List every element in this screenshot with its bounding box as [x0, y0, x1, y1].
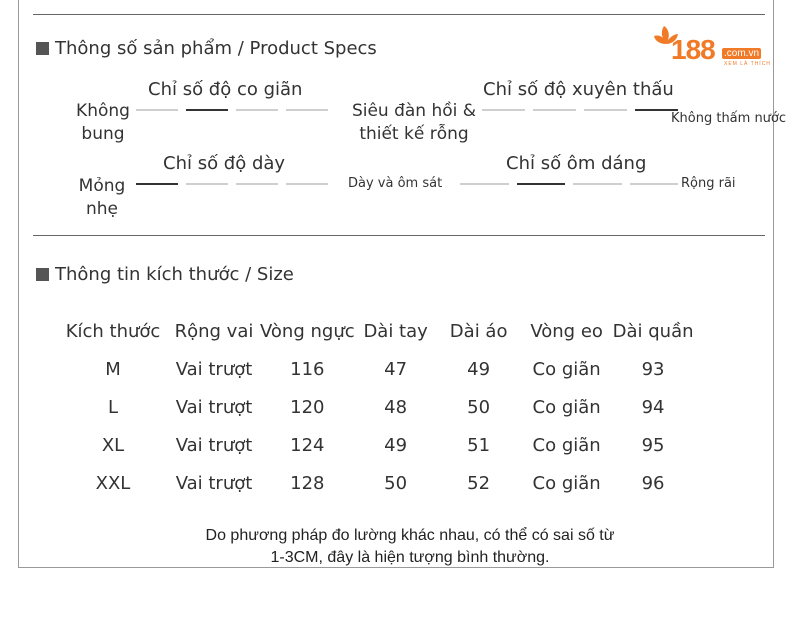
col-header: Dài tay: [363, 320, 428, 342]
size-title: Thông tin kích thước / Size: [36, 264, 294, 285]
scale-segment: [186, 183, 228, 185]
square-bullet-icon: [36, 268, 49, 281]
scale-segment: [630, 183, 679, 185]
table-cell: 49: [467, 358, 491, 380]
col-header: Vòng eo: [530, 320, 603, 342]
sheer-index-title: Chỉ số độ xuyên thấu: [483, 79, 674, 100]
stretch-scale: [136, 108, 328, 111]
col-header: Kích thước: [65, 320, 161, 342]
scale-segment: [236, 109, 278, 111]
table-cell: 95: [641, 434, 665, 456]
table-cell: L: [107, 396, 119, 418]
table-cell: 94: [641, 396, 665, 418]
table-cell: 128: [290, 472, 325, 494]
table-cell: Co giãn: [532, 396, 601, 418]
table-cell: 96: [641, 472, 665, 494]
brand-logo: [652, 22, 772, 72]
table-cell: XL: [101, 434, 125, 456]
scale-segment: [573, 183, 622, 185]
sheer-left-label: Siêu đàn hồi & thiết kế rỗng: [351, 101, 477, 144]
table-cell: Vai trượt: [175, 472, 253, 494]
specs-title: Thông số sản phẩm / Product Specs: [36, 38, 377, 59]
logo-domain: .com.vn: [724, 48, 760, 59]
scale-segment: [286, 183, 328, 185]
fit-left-label: Dày và ôm sát: [348, 176, 443, 191]
fit-scale: [460, 182, 678, 185]
table-row: [58, 388, 694, 426]
table-cell: Co giãn: [532, 434, 601, 456]
logo-tagline: XEM LÀ THÍCH: [724, 61, 771, 67]
scale-segment: [136, 183, 178, 185]
table-cell: 52: [467, 472, 491, 494]
table-row: [58, 350, 694, 388]
frame-right: [773, 0, 774, 568]
table-cell: 48: [384, 396, 408, 418]
table-cell: Vai trượt: [175, 434, 253, 456]
scale-segment: [236, 183, 278, 185]
table-row: [58, 426, 694, 464]
scale-segment: [584, 109, 627, 111]
scale-segment: [533, 109, 576, 111]
scale-segment: [136, 109, 178, 111]
table-cell: 124: [290, 434, 325, 456]
size-table-header: [58, 312, 694, 350]
frame-left: [18, 0, 19, 568]
table-cell: 51: [467, 434, 491, 456]
table-row: [58, 464, 694, 502]
table-cell: Co giãn: [532, 472, 601, 494]
square-bullet-icon: [36, 42, 49, 55]
section-divider: [33, 235, 765, 236]
table-cell: Vai trượt: [175, 358, 253, 380]
table-cell: 120: [290, 396, 325, 418]
col-header: Vòng ngực: [260, 320, 355, 342]
sheer-scale: [482, 108, 678, 111]
col-header: Rộng vai: [174, 320, 254, 342]
size-table: [58, 312, 694, 502]
table-cell: M: [105, 358, 121, 380]
sheer-right-label: Không thấm nước: [671, 111, 787, 126]
stretch-index-title: Chỉ số độ co giãn: [148, 79, 303, 100]
scale-segment: [186, 109, 228, 111]
table-cell: 93: [641, 358, 665, 380]
table-cell: 116: [290, 358, 325, 380]
table-cell: XXL: [95, 472, 131, 494]
thickness-scale: [136, 182, 328, 185]
thickness-index-title: Chỉ số độ dày: [163, 153, 286, 174]
fit-right-label: Rộng rãi: [681, 176, 736, 191]
scale-segment: [460, 183, 509, 185]
table-cell: Vai trượt: [175, 396, 253, 418]
scale-segment: [482, 109, 525, 111]
scale-segment: [517, 183, 566, 185]
table-cell: Co giãn: [532, 358, 601, 380]
table-cell: 50: [467, 396, 491, 418]
col-header: Dài quần: [612, 320, 694, 342]
table-cell: 49: [384, 434, 408, 456]
measurement-note: Do phương pháp đo lường khác nhau, có thể có sai số từ 1-3CM, đây là hiện tượng bình thường.: [205, 527, 615, 566]
fit-index-title: Chỉ số ôm dáng: [506, 153, 647, 174]
thickness-left-label: Mỏng nhẹ: [78, 176, 126, 219]
table-cell: 47: [384, 358, 408, 380]
scale-segment: [286, 109, 328, 111]
logo-number: 188: [671, 34, 715, 65]
stretch-left-label: Không bung: [76, 101, 130, 144]
table-cell: 50: [384, 472, 408, 494]
col-header: Dài áo: [449, 320, 508, 342]
top-border: [33, 14, 765, 15]
